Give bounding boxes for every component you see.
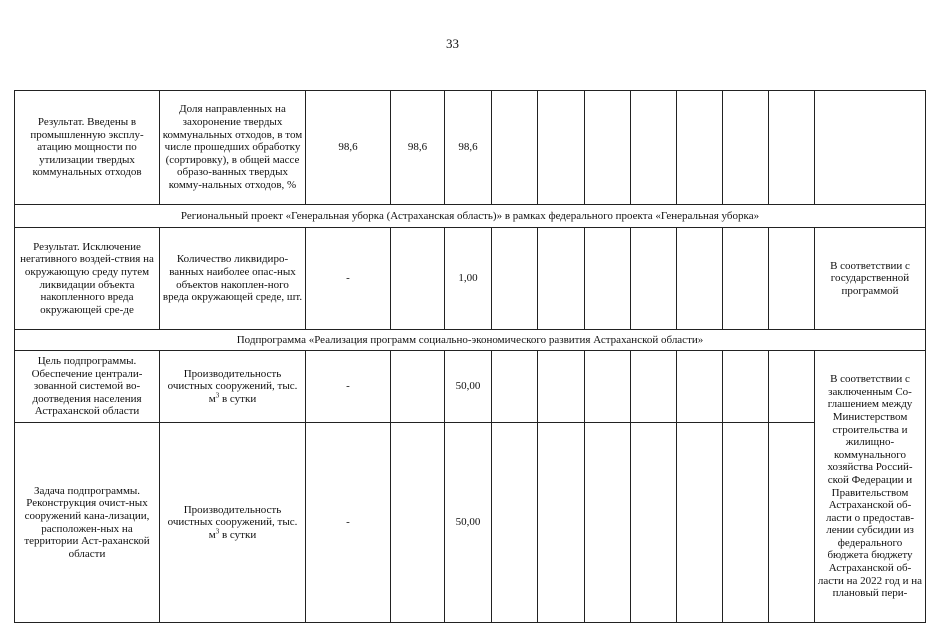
result-cell: Результат. Введены в промышленную эксплу-атацию мощности по утилизации твердых коммунальных отходов [15, 91, 160, 205]
value-cell [391, 423, 445, 623]
section-row [15, 205, 926, 228]
empty-cell [631, 91, 677, 205]
note-cell-shared: В соответствии с заключенным Со-глашением между Министерством строительства и жилищно-коммунального хозяйства Россий-ской Федерации и Правительством Астраханской об-ласти о предостав-лении субсидии из федерального бюджета бюджету Астраханской об-ласти на 2022 год и на плановый пери- [815, 351, 926, 623]
table-row [15, 351, 926, 423]
value-cell: - [306, 351, 391, 423]
result-cell: Задача подпрограммы. Реконструкция очист-ных сооружений кана-лизации, расположен-ных на территории Аст-раханской области [15, 423, 160, 623]
empty-cell [769, 228, 815, 330]
indicator-cell [160, 423, 306, 623]
result-cell: Результат. Исключение негативного воздей-ствия на окружающую среду путем ликвидации объекта накопленного вреда окружающей сре-де [15, 228, 160, 330]
empty-cell [677, 423, 723, 623]
indicators-table [14, 90, 926, 623]
empty-cell [769, 351, 815, 423]
table-row [15, 423, 926, 623]
empty-cell [585, 228, 631, 330]
empty-cell [631, 351, 677, 423]
section-heading: Подпрограмма «Реализация программ социально-экономического развития Астраханской области» [15, 330, 926, 351]
empty-cell [492, 351, 538, 423]
note-cell [815, 91, 926, 205]
section-heading: Региональный проект «Генеральная уборка (Астраханская область)» в рамках федерального проекта «Генеральная уборка» [15, 205, 926, 228]
indicator-text: Производительность очистных сооружений, тыс. м [167, 503, 298, 541]
section-row [15, 330, 926, 351]
table-row [15, 91, 926, 205]
empty-cell [492, 423, 538, 623]
empty-cell [585, 351, 631, 423]
result-cell: Цель подпрограммы. Обеспечение централи-зованной системой во-доотведения населения Астраханской области [15, 351, 160, 423]
empty-cell [538, 91, 585, 205]
value-cell: 1,00 [445, 228, 492, 330]
indicator-cell: Доля направленных на захоронение твердых коммунальных отходов, в том числе прошедших обработку (сортировку), в общей массе образо-ванных твердых комму-нальных отходов, % [160, 91, 306, 205]
empty-cell [631, 423, 677, 623]
empty-cell [538, 423, 585, 623]
page-number: 33 [446, 36, 459, 51]
empty-cell [677, 228, 723, 330]
value-cell: 98,6 [391, 91, 445, 205]
indicator-text: Производительность очистных сооружений, тыс. м [167, 367, 298, 405]
empty-cell [723, 351, 769, 423]
indicator-text: в сутки [219, 392, 257, 405]
note-cell: В соответствии с государственной программой [815, 228, 926, 330]
value-cell: - [306, 228, 391, 330]
empty-cell [538, 351, 585, 423]
value-cell: 98,6 [306, 91, 391, 205]
value-cell [391, 228, 445, 330]
empty-cell [723, 91, 769, 205]
empty-cell [585, 423, 631, 623]
empty-cell [769, 91, 815, 205]
empty-cell [585, 91, 631, 205]
empty-cell [677, 91, 723, 205]
empty-cell [492, 228, 538, 330]
indicator-cell: Количество ликвидиро-ванных наиболее опас-ных объектов накоплен-ного вреда окружающей среде, шт. [160, 228, 306, 330]
value-cell [391, 351, 445, 423]
value-cell: 50,00 [445, 351, 492, 423]
empty-cell [769, 423, 815, 623]
empty-cell [631, 228, 677, 330]
value-cell: 98,6 [445, 91, 492, 205]
empty-cell [723, 228, 769, 330]
empty-cell [723, 423, 769, 623]
indicator-text: в сутки [219, 528, 257, 541]
indicator-cell [160, 351, 306, 423]
empty-cell [677, 351, 723, 423]
value-cell: - [306, 423, 391, 623]
empty-cell [538, 228, 585, 330]
table-row [15, 228, 926, 330]
unit-superscript: 3 [215, 391, 220, 400]
unit-superscript: 3 [215, 527, 220, 536]
value-cell: 50,00 [445, 423, 492, 623]
empty-cell [492, 91, 538, 205]
